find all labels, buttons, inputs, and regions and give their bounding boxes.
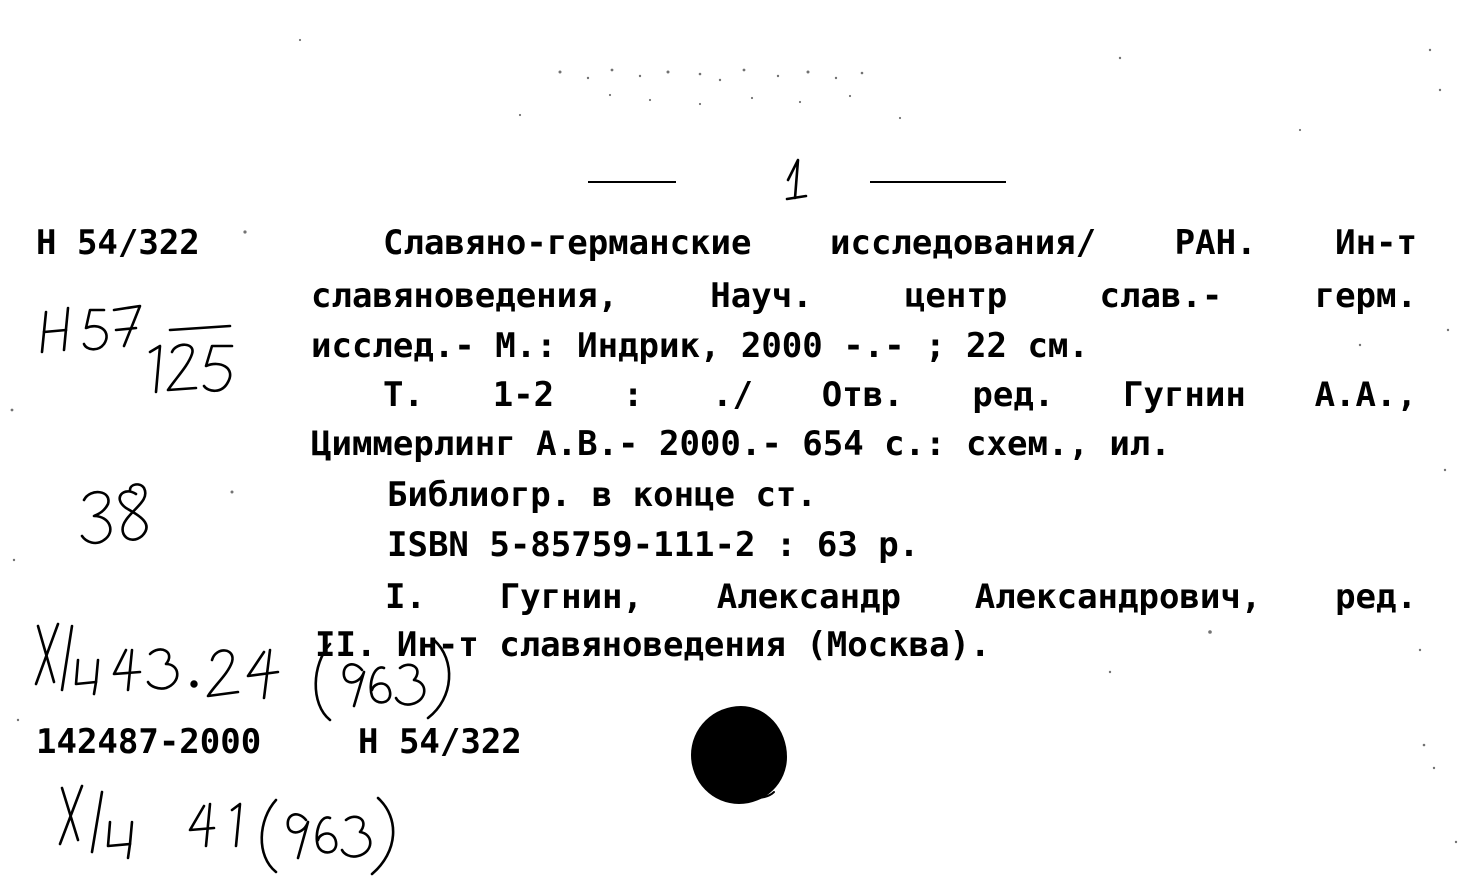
volume-word: ред. bbox=[972, 375, 1055, 415]
handwritten-card-number bbox=[787, 160, 806, 199]
title-word: РАН. bbox=[1174, 223, 1257, 263]
imprint-line: исслед.- М.: Индрик, 2000 -.- ; 22 см. bbox=[311, 326, 1089, 366]
punch-hole bbox=[691, 706, 787, 804]
volume-word: А.А., bbox=[1314, 375, 1417, 415]
added-entry-2: II. Ин-т славяноведения (Москва). bbox=[315, 625, 991, 665]
title-word: герм. bbox=[1314, 276, 1417, 316]
title-word: Науч. bbox=[710, 276, 813, 316]
entry-word: Александр bbox=[716, 577, 901, 617]
title-line-1 bbox=[383, 223, 1417, 263]
title-word: славяноведения, bbox=[311, 276, 619, 316]
title-line-2 bbox=[311, 276, 1417, 316]
isbn-price: ISBN 5-85759-111-2 : 63 р. bbox=[387, 525, 920, 565]
bibliography-note: Библиогр. в конце ст. bbox=[387, 475, 817, 515]
shelfmark-top: Н 54/322 bbox=[36, 223, 200, 263]
entry-word: Гугнин, bbox=[499, 577, 643, 617]
right-dash-rule bbox=[870, 181, 1006, 183]
record-number: 142487-2000 bbox=[36, 722, 262, 762]
handwritten-count bbox=[82, 484, 147, 543]
handwritten-shelfmark bbox=[42, 306, 232, 392]
volume-line bbox=[383, 375, 1417, 415]
left-dash-rule bbox=[588, 181, 676, 183]
volume-word: : bbox=[622, 375, 644, 415]
title-word: Ин-т bbox=[1335, 223, 1417, 263]
volume-word: Отв. bbox=[821, 375, 904, 415]
volume-word: 1-2 bbox=[492, 375, 555, 415]
shelfmark-bottom: Н 54/322 bbox=[358, 722, 522, 762]
added-entry-1 bbox=[385, 577, 1417, 617]
volume-word: Т. bbox=[383, 375, 424, 415]
entry-word: ред. bbox=[1335, 577, 1417, 617]
title-word: слав.- bbox=[1099, 276, 1223, 316]
volume-word: ./ bbox=[712, 375, 754, 415]
entry-word: Александрович, bbox=[974, 577, 1262, 617]
volume-word: Гугнин bbox=[1123, 375, 1246, 415]
handwritten-classification-2 bbox=[60, 786, 393, 874]
editor-line: Циммерлинг А.В.- 2000.- 654 с.: схем., ил. bbox=[311, 424, 1171, 464]
title-word: Славяно-германские bbox=[383, 223, 752, 263]
title-word: исследования/ bbox=[830, 223, 1097, 263]
title-word: центр bbox=[904, 276, 1008, 316]
entry-word: I. bbox=[385, 577, 426, 617]
